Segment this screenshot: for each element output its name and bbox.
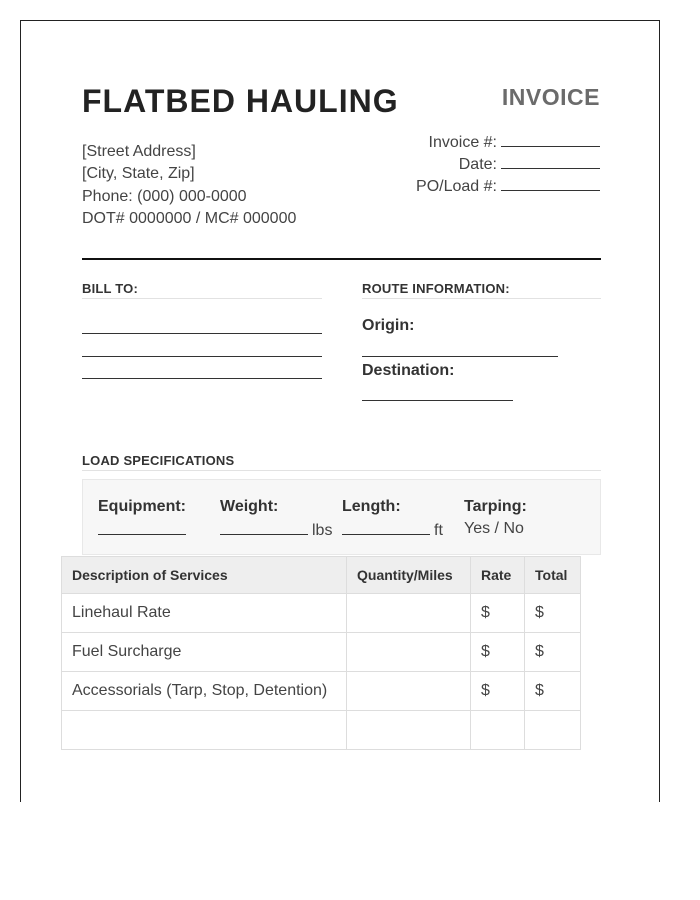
destination-label: Destination:	[362, 362, 455, 379]
header-description: Description of Services	[62, 557, 347, 594]
cell-quantity[interactable]	[347, 711, 471, 750]
city-state-zip: [City, State, Zip]	[82, 165, 195, 182]
invoice-number-blank[interactable]	[501, 132, 600, 147]
document-title: INVOICE	[501, 84, 600, 110]
weight-field	[220, 520, 332, 540]
cell-rate[interactable]	[471, 711, 525, 750]
company-name: FLATBED HAULING	[82, 83, 399, 119]
cell-total[interactable]	[525, 711, 581, 750]
cell-rate[interactable]: $	[471, 594, 525, 633]
po-load-blank[interactable]	[501, 176, 600, 191]
length-unit: ft	[434, 522, 443, 539]
load-specs-box	[82, 479, 601, 555]
weight-label: Weight:	[220, 498, 279, 515]
cell-total[interactable]: $	[525, 594, 581, 633]
cell-rate[interactable]: $	[471, 633, 525, 672]
route-info-title: ROUTE INFORMATION:	[362, 281, 601, 299]
destination-blank[interactable]	[362, 400, 513, 401]
cell-rate[interactable]: $	[471, 672, 525, 711]
equipment-label: Equipment:	[98, 498, 186, 515]
header-rate: Rate	[471, 557, 525, 594]
street-address: [Street Address]	[82, 143, 196, 160]
tarping-label: Tarping:	[464, 498, 527, 515]
tarping-options[interactable]: Yes / No	[464, 520, 524, 537]
table-header-row	[62, 557, 581, 594]
dot-mc-number: DOT# 0000000 / MC# 000000	[82, 210, 297, 227]
phone-number: Phone: (000) 000-0000	[82, 188, 247, 205]
cell-description[interactable]: Linehaul Rate	[62, 594, 347, 633]
length-blank[interactable]	[342, 520, 430, 535]
services-table	[61, 556, 581, 750]
po-load-label: PO/Load #:	[416, 178, 497, 195]
load-specs-title: LOAD SPECIFICATIONS	[82, 453, 601, 471]
cell-description[interactable]: Accessorials (Tarp, Stop, Detention)	[62, 672, 347, 711]
origin-blank[interactable]	[362, 356, 558, 357]
table-row	[62, 633, 581, 672]
origin-label: Origin:	[362, 317, 415, 334]
header-divider	[82, 258, 601, 260]
bill-to-line-2[interactable]	[82, 356, 322, 357]
date-label: Date:	[458, 156, 497, 173]
date-blank[interactable]	[501, 154, 600, 169]
length-field	[342, 520, 443, 540]
cell-quantity[interactable]	[347, 672, 471, 711]
cell-quantity[interactable]	[347, 594, 471, 633]
bill-to-line-3[interactable]	[82, 378, 322, 379]
weight-blank[interactable]	[220, 520, 308, 535]
header-quantity-miles: Quantity/Miles	[347, 557, 471, 594]
table-row	[62, 711, 581, 750]
date-field	[459, 154, 600, 174]
table-row	[62, 594, 581, 633]
equipment-field	[98, 520, 190, 540]
table-row	[62, 672, 581, 711]
cell-description[interactable]: Fuel Surcharge	[62, 633, 347, 672]
cell-description[interactable]	[62, 711, 347, 750]
weight-unit: lbs	[312, 522, 333, 539]
invoice-number-label: Invoice #:	[428, 134, 497, 151]
cell-total[interactable]: $	[525, 633, 581, 672]
bill-to-line-1[interactable]	[82, 333, 322, 334]
header-total: Total	[525, 557, 581, 594]
equipment-blank[interactable]	[98, 520, 186, 535]
cell-quantity[interactable]	[347, 633, 471, 672]
invoice-number-field	[429, 132, 600, 152]
bill-to-title: BILL TO:	[82, 281, 322, 299]
po-load-field	[416, 176, 600, 196]
length-label: Length:	[342, 498, 401, 515]
cell-total[interactable]: $	[525, 672, 581, 711]
